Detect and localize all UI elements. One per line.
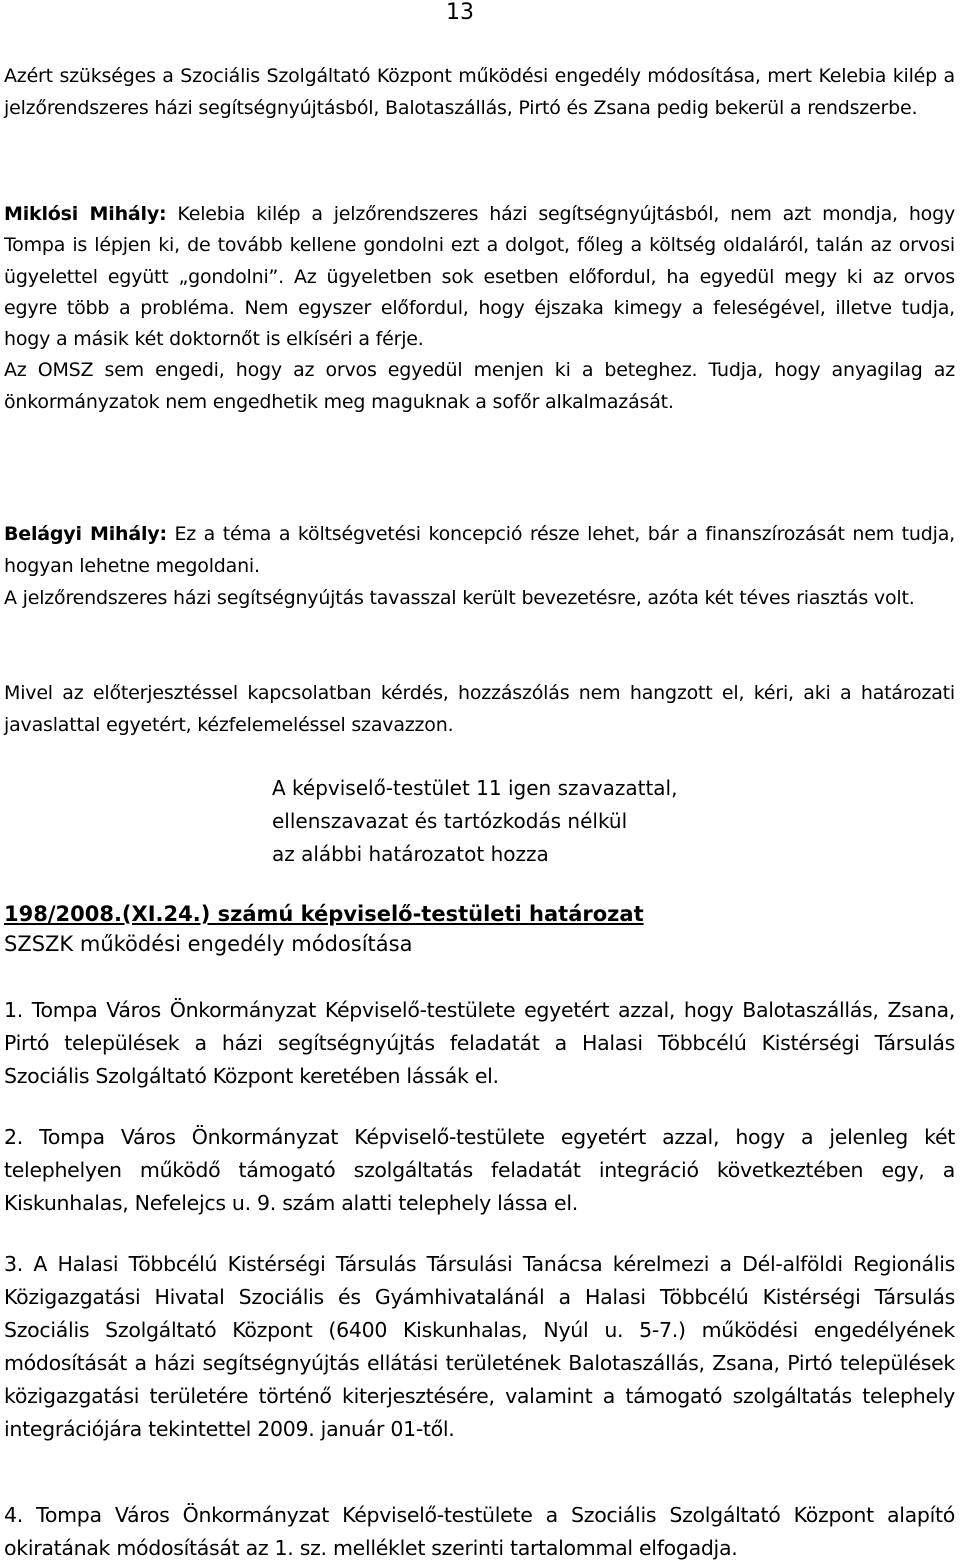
resolution-subtitle: SZSZK működési engedély módosítása [4, 932, 413, 956]
resolution-item-1: 1. Tompa Város Önkormányzat Képviselő-testülete egyetért azzal, hogy Balotaszállás, Zsana, Pirtó települések a házi segítségnyújtás feladatát a Halasi Többcélú Kistérségi Társulás Szociális Szolgáltató Központ keretében lássák el. [4, 998, 955, 1088]
decision-line-1: A képviselő-testület 11 igen szavazattal, [272, 776, 678, 800]
belagyi-text-1: Ez a téma a költségvetési koncepció része lehet, bár a finanszírozását nem tudja, hogyan lehetne megoldani. [4, 523, 955, 577]
miklosi-paragraph-1 [4, 199, 955, 355]
vote-call-text: Mivel az előterjesztéssel kapcsolatban kérdés, hozzászólás nem hangzott el, kéri, aki a határozati javaslattal egyetért, kézfelemeléssel szavazzon. [4, 682, 955, 736]
vote-call-section [4, 677, 955, 741]
resolution-title: 198/2008.(XI.24.) számú képviselő-testületi határozat [4, 902, 644, 926]
decision-line-2: ellenszavazat és tartózkodás nélkül [272, 809, 628, 833]
resolution-item-3: 3. A Halasi Többcélú Kistérségi Társulás Társulási Tanácsa kérelmezi a Dél-alföldi Regionális Közigazgatási Hivatal Szociális és Gyámhivatalánál a Halasi Többcélú Kistérségi Társulás Szociális Szolgáltató Központ (6400 Kiskunhalas, Nyúl u. 5-7.) működési engedélyének módosítását a házi segítségnyújtás ellátási területének Balotaszállás, Zsana, Pirtó települések közigazgatási területére történő kiterjesztésére, valamint a támogató szolgáltatás telephely integrációjára tekintettel 2009. január 01-től. [4, 1252, 955, 1441]
miklosi-paragraph-2: Az OMSZ sem engedi, hogy az orvos egyedül menjen ki a beteghez. Tudja, hogy anyagilag az önkormányzatok nem engedhetik meg maguknak a sofőr alkalmazását. [4, 359, 955, 413]
resolution-item-2: 2. Tompa Város Önkormányzat Képviselő-testülete egyetért azzal, hogy a jelenleg két telephelyen működő támogató szolgáltatás feladatát integráció következtében egy, a Kiskunhalas, Nefelejcs u. 9. szám alatti telephely lássa el. [4, 1125, 955, 1215]
speaker-miklosi: Miklósi Mihály: [4, 203, 167, 225]
belagyi-paragraph-1 [4, 518, 955, 582]
miklosi-text-1: Kelebia kilép a jelzőrendszeres házi segítségnyújtásból, nem azt mondja, hogy Tompa is lépjen ki, de tovább kellene gondolni ezt a dolgot, főleg a költség oldaláról, talán az orvosi ügyelettel együtt „gondolni”. Az ügyeletben sok esetben előfordul, ha egyedül megy ki az orvos egyre több a probléma. Nem egyszer előfordul, hogy éjszaka kimegy a feleségével, illetve tudja, hogy a másik két doktornőt is elkíséri a férje. [4, 203, 956, 351]
intro-paragraph [4, 60, 955, 124]
intro-text: Azért szükséges a Szociális Szolgáltató Központ működési engedély módosítása, mert Kelebia kilép a jelzőrendszeres házi segítségnyújtásból, Balotaszállás, Pirtó és Zsana pedig bekerül a rendszerbe. [4, 65, 955, 119]
speaker-belagyi: Belágyi Mihály: [4, 523, 167, 545]
decision-block [272, 772, 932, 871]
resolution-item-4: 4. Tompa Város Önkormányzat Képviselő-testülete a Szociális Szolgáltató Központ alapító okiratának módosítását az 1. sz. melléklet szerinti tartalommal elfogadja. [4, 1503, 955, 1560]
belagyi-section [4, 518, 955, 614]
page-number: 13 [446, 0, 474, 25]
miklosi-section [4, 199, 955, 418]
decision-line-3: az alábbi határozatot hozza [272, 842, 549, 866]
belagyi-paragraph-2: A jelzőrendszeres házi segítségnyújtás tavasszal került bevezetésre, azóta két téves riasztás volt. [4, 587, 915, 609]
